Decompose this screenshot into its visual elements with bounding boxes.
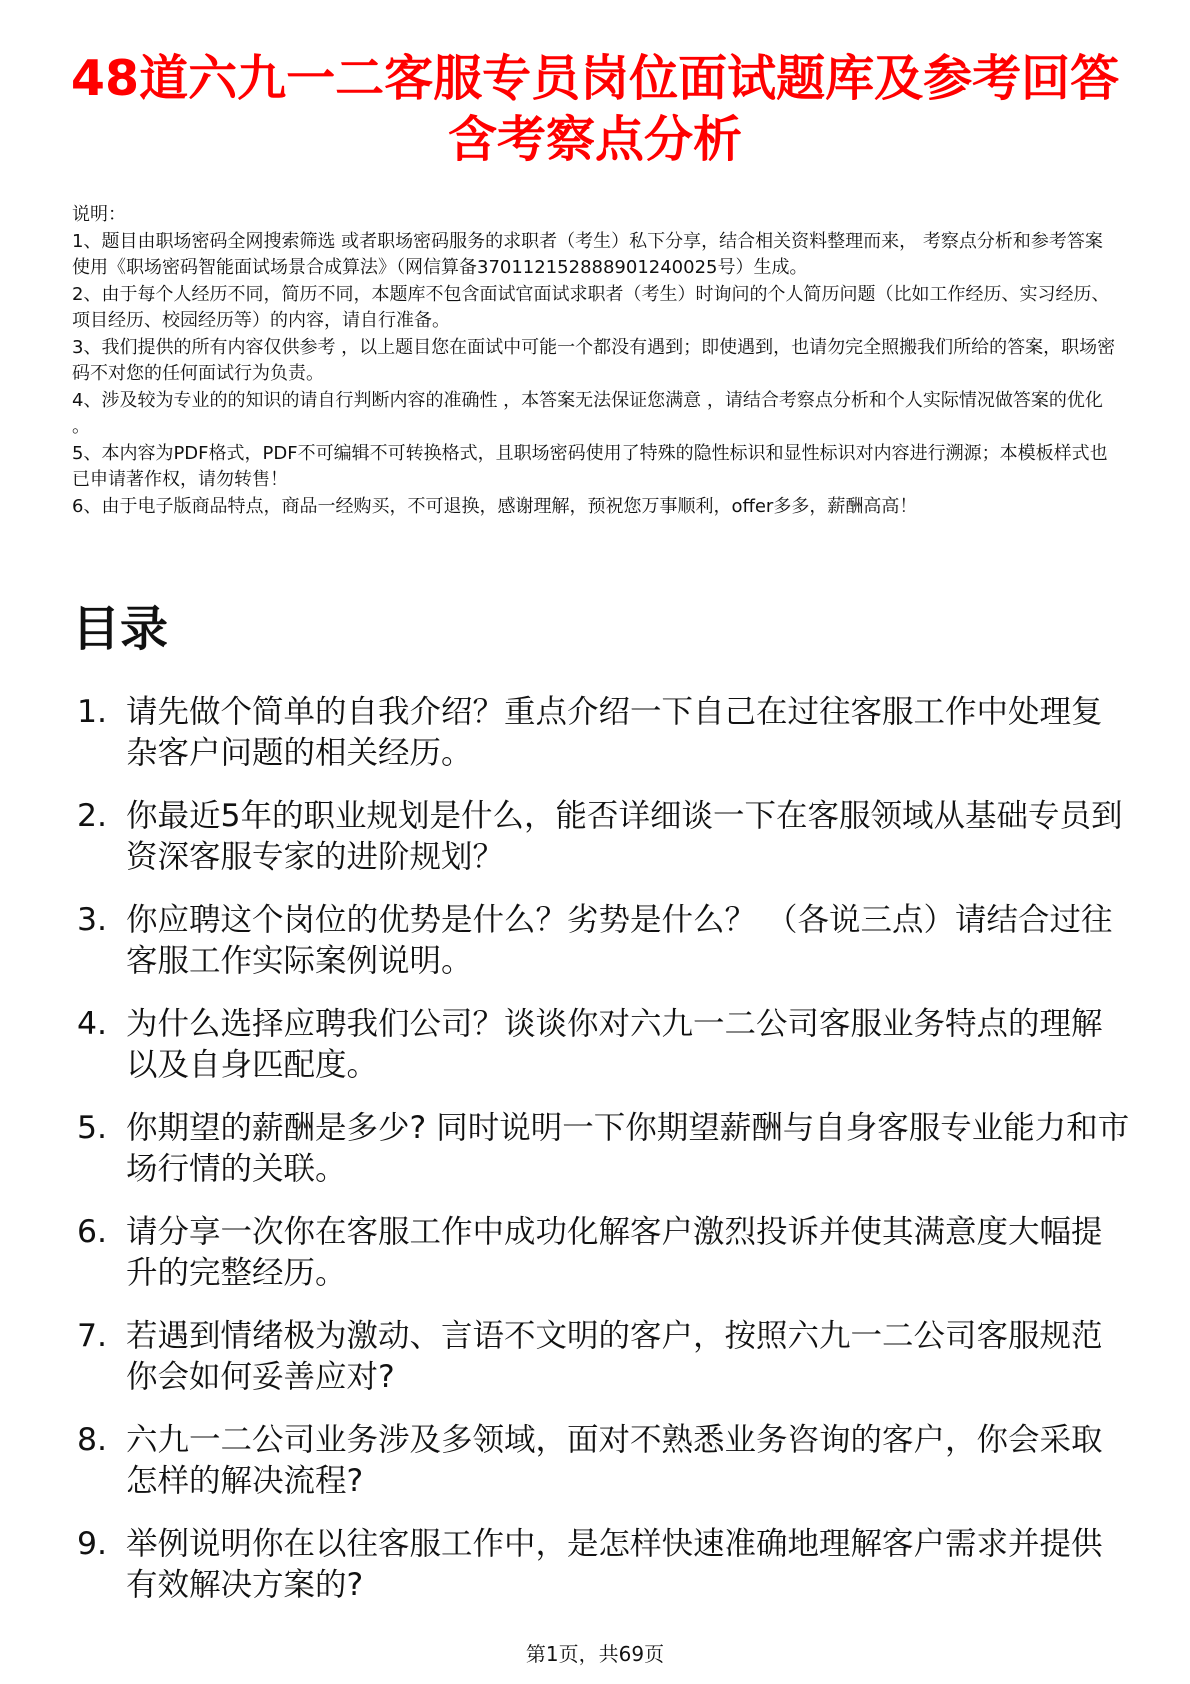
question-number: 9. [77,1526,108,1562]
question-item[interactable] [72,1212,1130,1316]
question-text: 请先做个简单的自我介绍？重点介绍一下自己在过往客服工作中处理复杂客户问题的相关经历。 [126,694,1103,771]
question-text: 请分享一次你在客服工作中成功化解客户激烈投诉并使其满意度大幅提升的完整经历。 [126,1214,1103,1291]
note-item: 3、我们提供的所有内容仅供参考 ，以上题目您在面试中可能一个都没有遇到；即使遇到，也请勿完全照搬我们所给的答案，职场密码不对您的任何面试行为负责。 [72,336,1116,384]
question-text: 六九一二公司业务涉及多领域，面对不熟悉业务咨询的客户，你会采取怎样的解决流程? [126,1422,1103,1499]
question-number: 7. [77,1318,108,1354]
question-item[interactable] [72,900,1130,1004]
question-number: 8. [77,1422,108,1458]
question-item[interactable] [72,1420,1130,1524]
question-number: 3. [77,902,108,938]
question-text: 若遇到情绪极为激动、言语不文明的客户，按照六九一二公司客服规范你会如何妥善应对? [126,1318,1103,1395]
question-item[interactable] [72,1108,1130,1212]
question-number: 5. [77,1110,108,1146]
question-number: 6. [77,1214,108,1250]
note-item: 4、涉及较为专业的的知识的请自行判断内容的准确性 ，本答案无法保证您满意 ，请结合考察点分析和个人实际情况做答案的优化 。 [72,389,1103,437]
question-number: 4. [77,1006,108,1042]
question-text: 你最近5年的职业规划是什么，能否详细谈一下在客服领域从基础专员到资深客服专家的进阶规划？ [126,798,1123,875]
question-text: 为什么选择应聘我们公司？谈谈你对六九一二公司客服业务特点的理解以及自身匹配度。 [126,1006,1103,1083]
question-item[interactable] [72,1004,1130,1108]
question-number: 2. [77,798,108,834]
notes-section [72,202,1120,520]
question-item[interactable] [72,692,1130,796]
question-item[interactable] [72,796,1130,900]
question-text: 你应聘这个岗位的优势是什么？劣势是什么？ （各说三点）请结合过往客服工作实际案例说明。 [126,902,1113,979]
document-title: 48道六九一二客服专员岗位面试题库及参考回答含考察点分析 [70,50,1120,168]
note-item: 1、题目由职场密码全网搜索筛选 或者职场密码服务的求职者（考生）私下分享，结合相关资料整理而来， 考察点分析和参考答案使用《职场密码智能面试场景合成算法》（网信算备370112152888901240025号）生成。 [72,230,1103,278]
toc-heading: 目录 [72,601,169,657]
question-text: 举例说明你在以往客服工作中，是怎样快速准确地理解客户需求并提供有效解决方案的? [126,1526,1103,1603]
question-text: 你期望的薪酬是多少? 同时说明一下你期望薪酬与自身客服专业能力和市场行情的关联。 [126,1110,1130,1187]
page-footer: 第1页，共69页 [525,1642,665,1666]
note-item: 5、本内容为PDF格式，PDF不可编辑不可转换格式，且职场密码使用了特殊的隐性标识和显性标识对内容进行溯源；本模板样式也已申请著作权，请勿转售！ [72,442,1108,490]
question-item[interactable] [72,1524,1130,1628]
note-item: 2、由于每个人经历不同，简历不同，本题库不包含面试官面试求职者（考生）时询问的个人简历问题（比如工作经历、实习经历、项目经历、校园经历等）的内容，请自行准备。 [72,283,1110,331]
question-item[interactable] [72,1316,1130,1420]
question-number: 1. [77,694,108,730]
note-item: 6、由于电子版商品特点，商品一经购买，不可退换，感谢理解，预祝您万事顺利，offer多多，薪酬高高！ [72,495,918,517]
question-list [72,692,1130,1628]
notes-heading: 说明： [72,204,126,225]
